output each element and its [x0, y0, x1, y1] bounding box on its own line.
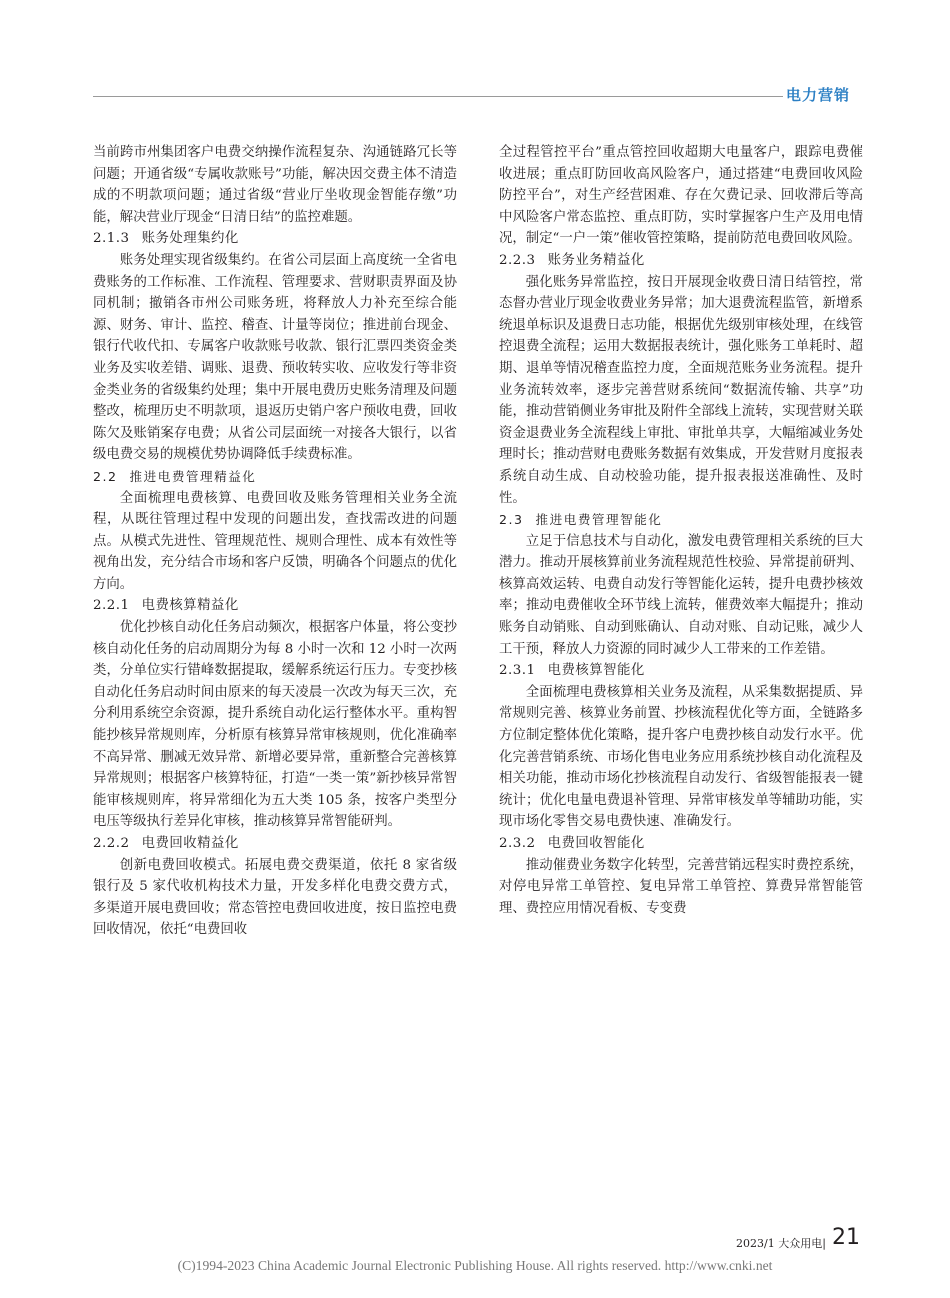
heading-text: 推进电费管理精益化 [129, 468, 257, 484]
heading-text: 电费回收智能化 [547, 836, 645, 851]
heading-text: 账务业务精益化 [547, 252, 645, 268]
section-heading [93, 466, 457, 488]
heading-text: 账务处理集约化 [141, 231, 239, 247]
heading-number: 2.1.3 [93, 231, 130, 247]
body-paragraph: 全面梳理电费核算、电费回收及账务管理相关业务全流程，从既往管理过程中发现的问题出发，查找需改进的问题点。从模式先进性、管理规范性、规则合理性、成本有效性等视角出发，充分结合市场和客户反馈，明确各个问题点的优化方向。 [93, 490, 457, 592]
body-paragraph: 立足于信息技术与自动化，激发电费管理相关系统的巨大潜力。推动开展核算前业务流程规范性校验、异常提前研判、核算高效运转、电费自动发行等智能化运转，提升电费抄核效率；推动电费催收全环节线上流转，催费效率大幅提升；推动账务自动销账、自动到账确认、自动对账、自动记账，减少人工干预，释放人力资源的同时减少人工带来的工作差错。 [499, 533, 863, 657]
left-column [93, 142, 457, 941]
subsection-heading [93, 595, 457, 617]
header-rule [93, 96, 783, 97]
body-paragraph: 创新电费回收模式。拓展电费交费渠道，依托 8 家省级银行及 5 家代收机构技术力量，开发多样化电费交费方式，多渠道开展电费回收；常态管控电费回收进度，按日监控电费回收情况，依托“电费回收 [93, 857, 457, 938]
body-paragraph: 推动催费业务数字化转型，完善营销远程实时费控系统，对停电异常工单管控、复电异常工单管控、算费异常智能管理、费控应用情况看板、专变费 [499, 857, 863, 916]
heading-text: 电费回收精益化 [141, 836, 239, 851]
heading-number: 2.2.1 [93, 598, 130, 614]
subsection-heading [93, 228, 457, 250]
page-number: 21 [832, 1225, 860, 1250]
heading-text: 推进电费管理智能化 [535, 512, 663, 528]
subsection-heading [499, 833, 863, 855]
heading-text: 电费核算智能化 [547, 663, 645, 679]
right-column [499, 142, 863, 919]
heading-number: 2.2.2 [93, 836, 130, 851]
body-paragraph: 优化抄核自动化任务启动频次，根据客户体量，将公变抄核自动化任务的启动周期分为每 8 小时一次和 12 小时一次两类，分单位实行错峰数据提取，缓解系统运行压力。专变抄核自动化任务启动时间由原来的每天凌晨一次改为每天三次，充分利用系统空余资源，提升系统自动化运行整体水平。重构智能抄核异常规则库，分析原有核算异常审核规则，优化准确率不高异常、删减无效异常、新增必要异常，重新整合完善核算异常规则；根据客户核算特征，打造“一类一策”新抄核异常智能审核规则库，将异常细化为五大类 105 条，按客户类型分电压等级执行差异化审核，推动核算异常智能研判。 [93, 620, 457, 830]
section-tag: 电力营销 [786, 86, 851, 104]
section-heading [499, 509, 863, 531]
heading-number: 2.2.3 [499, 252, 536, 268]
body-paragraph: 强化账务异常监控，按日开展现金收费日清日结管控，常态督办营业厅现金收费业务异常；加大退费流程监管，新增系统退单标识及退费日志功能，根据优先级别审核处理，在线管控退费全流程；运用大数据报表统计，强化账务工单耗时、超期、退单等情况稽查监控力度，全面规范账务业务流程。提升业务流转效率，逐步完善营财系统间“数据流传输、共享”功能，推动营销侧业务审批及附件全部线上流转，实现营财关联资金退费业务全流程线上审批、审批单共享，大幅缩减业务处理时长；推动营财电费账务数据有效集成，开发营财月度报表系统自动生成、自动校验功能，提升报表报送准确性、及时性。 [499, 274, 863, 506]
body-paragraph: 账务处理实现省级集约。在省公司层面上高度统一全省电费账务的工作标准、工作流程、管理要求、营财职责界面及协同机制；撤销各市州公司账务班，将释放人力补充至综合能源、财务、审计、监控、稽查、计量等岗位；推进前台现金、银行代收代扣、专属客户收款账号收款、银行汇票四类资金类业务及实收差错、调账、退费、预收转实收、应收发行等非资金类业务的省级集约处理；集中开展电费历史账务清理及问题整改，梳理历史不明款项，退返历史销户客户预收电费，回收陈欠及账销案存电费；从省公司层面统一对接各大银行，以省级电费交易的规模优势协调降低手续费标准。 [93, 252, 457, 463]
heading-number: 2.3 [499, 512, 524, 528]
journal-issue: 2023/1 大众用电| [736, 1237, 826, 1250]
body-paragraph: 当前跨市州集团客户电费交纳操作流程复杂、沟通链路冗长等问题；开通省级“专属收款账号”功能，解决因交费主体不清造成的不明款项问题；通过省级“营业厅坐收现金智能存缴”功能，解决营业厅现金“日清日结”的监控难题。 [93, 145, 457, 225]
heading-number: 2.3.2 [499, 836, 536, 851]
heading-number: 2.2 [93, 468, 118, 484]
subsection-heading [499, 660, 863, 682]
heading-number: 2.3.1 [499, 663, 536, 679]
body-paragraph: 全面梳理电费核算相关业务及流程，从采集数据提质、异常规则完善、核算业务前置、抄核流程优化等方面，全链路多方位制定整体优化策略，提升客户电费抄核自动发行水平。优化完善营销系统、市场化售电业务应用系统抄核自动化流程及相关功能，推动市场化抄核流程自动发行、省级智能报表一键统计；优化电量电费退补管理、异常审核发单等辅助功能，实现市场化零售交易电费快速、准确发行。 [499, 684, 863, 830]
subsection-heading [93, 833, 457, 855]
copyright-notice: (C)1994-2023 China Academic Journal Electronic Publishing House. All rights reserved. http://www.cnki.net [177, 1258, 773, 1273]
subsection-heading [499, 250, 863, 272]
body-paragraph: 全过程管控平台”重点管控回收超期大电量客户，跟踪电费催收进展；重点盯防回收高风险客户，通过搭建“电费回收风险防控平台”，对生产经营困难、存在欠费记录、回收滞后等高中风险客户常态监控、重点盯防，实时掌握客户生产及用电情况，制定“一户一策”催收管控策略，提前防范电费回收风险。 [499, 145, 863, 247]
heading-text: 电费核算精益化 [141, 598, 239, 614]
